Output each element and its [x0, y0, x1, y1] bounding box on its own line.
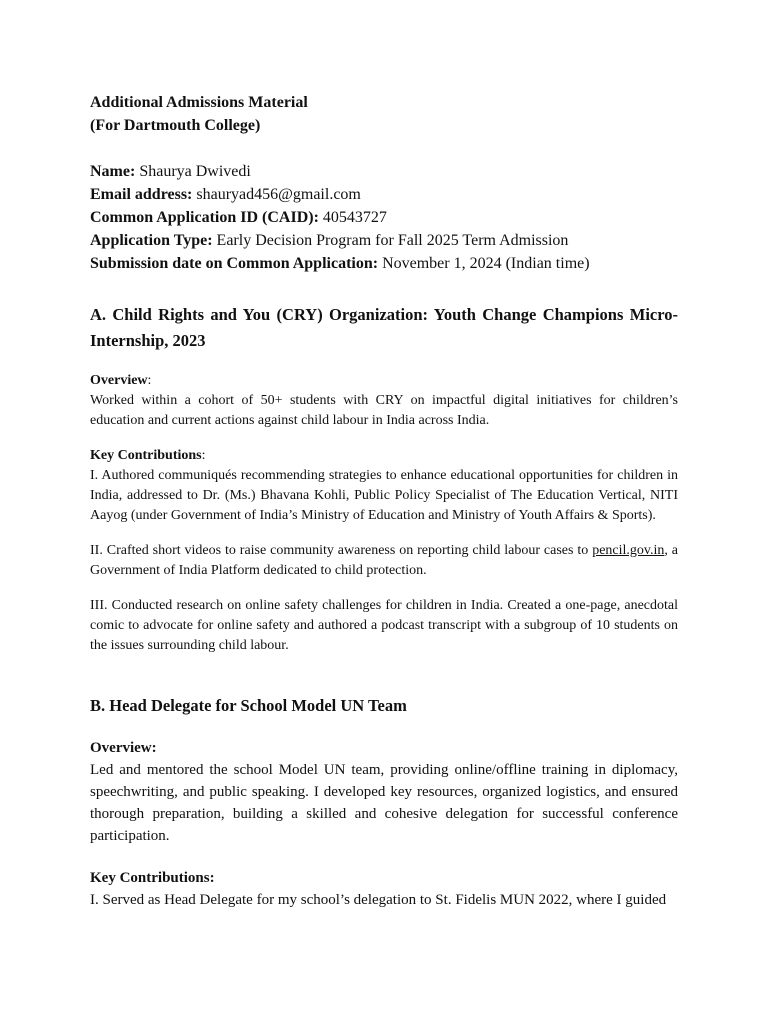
name-value: Shaurya Dwivedi: [139, 163, 251, 180]
section-a-overview-text: Worked within a cohort of 50+ students with CRY on impactful digital initiatives for children’s education and current actions against child labour in India across India.: [90, 393, 678, 428]
section-b-overview-label: Overview:: [90, 740, 157, 756]
section-a-item-2: [90, 541, 678, 581]
email-line: [90, 183, 678, 206]
section-b-item-1: I. Served as Head Delegate for my school’s delegation to St. Fidelis MUN 2022, where I guided: [90, 892, 667, 908]
section-a-item-2-text-end: , a Government of India Platform dedicated to child protection.: [90, 543, 678, 578]
submission-date-label: Submission date on Common Application:: [90, 255, 379, 272]
caid-label: Common Application ID (CAID):: [90, 209, 319, 226]
section-a-item-1: I. Authored communiqués recommending strategies to enhance educational opportunities for children in India, addressed to Dr. (Ms.) Bhavana Kohli, Public Policy Specialist of The Education Vertical, NITI Aayog (under Government of India’s Ministry of Education and Ministry of Youth Affairs & Sports).: [90, 468, 678, 523]
section-a-overview-colon: :: [147, 373, 152, 388]
name-line: [90, 160, 678, 183]
name-label: Name:: [90, 163, 136, 180]
submission-date-line: [90, 252, 678, 275]
section-a-item-3: III. Conducted research on online safety challenges for children in India. Created a one-page, anecdotal comic to advocate for online safety and authored a podcast transcript with a subgroup of 10 students on the issues surrounding child labour.: [90, 598, 678, 653]
section-a-heading: A. Child Rights and You (CRY) Organization: Youth Change Champions Micro-Internship, 2023: [90, 305, 678, 350]
section-b-contributions-label: Key Contributions:: [90, 870, 215, 886]
section-a-contributions-label: Key Contributions: [90, 448, 202, 463]
email-value: shauryad456@gmail.com: [196, 186, 361, 203]
document-content: [90, 91, 678, 911]
section-a-overview-label: Overview: [90, 373, 148, 388]
submission-date-value: November 1, 2024 (Indian time): [382, 255, 590, 272]
section-a-contributions-colon: :: [201, 448, 206, 463]
application-type-line: [90, 229, 678, 252]
email-label: Email address:: [90, 186, 193, 203]
caid-value: 40543727: [322, 209, 387, 226]
document-subtitle: (For Dartmouth College): [90, 117, 261, 134]
section-a-contributions-heading: [90, 446, 678, 466]
section-a-overview-heading: [90, 371, 678, 391]
section-b-heading: B. Head Delegate for School Model UN Team: [90, 696, 407, 715]
section-b-overview-text: Led and mentored the school Model UN team, providing online/offline training in diplomacy, speechwriting, and public speaking. I developed key resources, organized logistics, and ensured thorough preparation, building a skilled and cohesive delegation for successful conference participation.: [90, 762, 678, 844]
caid-line: [90, 206, 678, 229]
pencil-gov-link[interactable]: pencil.gov.in: [592, 543, 665, 558]
application-type-label: Application Type:: [90, 232, 213, 249]
document-title: Additional Admissions Material: [90, 94, 308, 111]
application-type-value: Early Decision Program for Fall 2025 Term Admission: [216, 232, 569, 249]
section-a-item-2-text-start: II. Crafted short videos to raise community awareness on reporting child labour cases to: [90, 543, 593, 558]
